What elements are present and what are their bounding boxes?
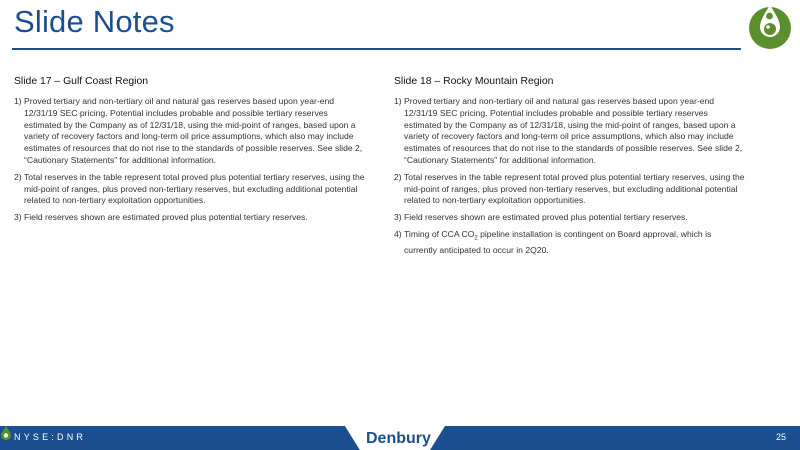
page-number: 25 (775, 432, 786, 442)
title-divider (12, 48, 741, 50)
note-item (14, 96, 366, 167)
note-item (14, 212, 366, 224)
page-title: Slide Notes (14, 4, 175, 39)
right-notes-list (394, 96, 746, 257)
right-section-heading: Slide 18 – Rocky Mountain Region (394, 76, 554, 87)
note-text: Field reserves shown are estimated proved plus potential tertiary reserves. (24, 212, 308, 223)
note-number: 3) (394, 212, 402, 223)
note-text-part: pipeline installation is contingent on Board approval, which is currently anticipated to occur in 2Q20. (404, 228, 712, 256)
note-item (394, 96, 746, 167)
left-section-heading: Slide 17 – Gulf Coast Region (14, 76, 149, 87)
stock-ticker: NYSE:DNR (14, 432, 87, 442)
note-text (404, 229, 746, 257)
note-text: Proved tertiary and non-tertiary oil and natural gas reserves based upon year-end 12/31/19 SEC pricing. Potential includes probable and possible tertiary reserves estimated by the Company as of 12/31/18, using the mid-point of ranges, based upon a variety of recovery factors and long-term oil price assumptions, which also may include estimates of resources that do not rise to the standards of possible reserves. See slide 2, “Cautionary Statements” for additional information. (24, 96, 363, 165)
note-item (394, 172, 746, 207)
note-number: 4) (394, 228, 402, 239)
note-number: 1) (394, 96, 402, 106)
note-number: 3) (14, 212, 22, 223)
denbury-drop-logo-icon (745, 1, 795, 51)
note-item (394, 212, 746, 224)
right-notes-column (394, 76, 746, 262)
footer-bar (0, 426, 800, 450)
note-text: Total reserves in the table represent total proved plus potential tertiary reserves, using the mid-point of ranges, plus proved non-tertiary reserves, but excluding additional potential related to non-tertiary exploitation opportunities. (404, 171, 745, 206)
note-item (14, 172, 366, 207)
brand-wordmark: Denbury (366, 430, 431, 447)
note-text-part: Timing of CCA CO (404, 228, 475, 239)
note-number: 2) (14, 171, 22, 182)
left-notes-list (14, 96, 366, 224)
note-text: Field reserves shown are estimated proved plus potential tertiary reserves. (404, 212, 688, 223)
left-notes-column (14, 76, 366, 229)
subscript: 2 (474, 235, 478, 242)
note-number: 1) (14, 96, 22, 106)
note-text: Proved tertiary and non-tertiary oil and natural gas reserves based upon year-end 12/31/19 SEC pricing. Potential includes probable and possible tertiary reserves estimated by the Company as of 12/31/18, using the mid-point of ranges, based upon a variety of recovery factors and long-term oil price assumptions, which also may include estimates of resources that do not rise to the standards of possible reserves. See slide 2, “Cautionary Statements” for additional information. (404, 96, 743, 165)
note-number: 2) (394, 171, 402, 182)
denbury-drop-icon (0, 426, 12, 440)
note-text: Total reserves in the table represent total proved plus potential tertiary reserves, using the mid-point of ranges, plus proved non-tertiary reserves, but excluding additional potential related to non-tertiary exploitation opportunities. (24, 171, 365, 206)
note-item (394, 229, 746, 257)
